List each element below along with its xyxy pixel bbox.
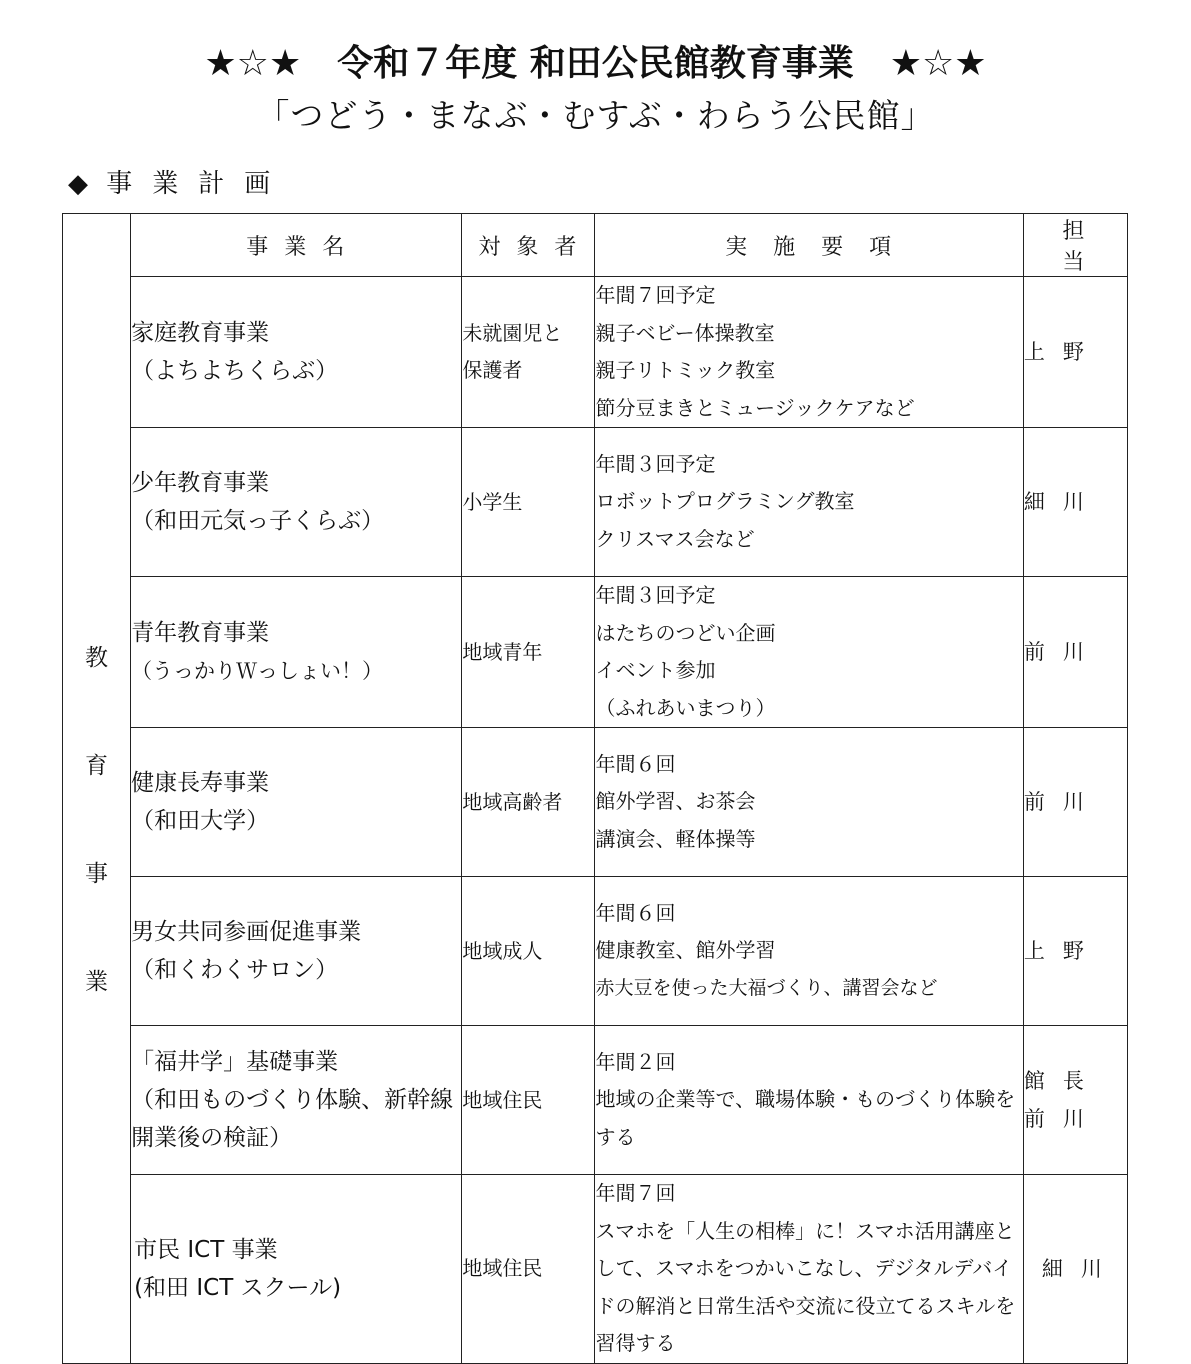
project-name-cell [131, 1026, 462, 1175]
target-cell [462, 1026, 595, 1175]
details-line: 年間６回 [595, 751, 676, 776]
project-name-cell [131, 428, 462, 577]
project-subname: （うっかりＷっしょい！） [131, 659, 384, 683]
details-cell [595, 877, 1023, 1026]
target-line: 地域住民 [462, 1087, 543, 1112]
details-line: はたちのつどい企画 [595, 620, 776, 645]
details-line: 年間３回予定 [595, 451, 716, 476]
target-line: 小学生 [462, 489, 523, 514]
category-char: 業 [85, 968, 109, 995]
project-name-cell [131, 1175, 462, 1364]
details-line: 地域の企業等で、職場体験・ものづくり体験をする [595, 1087, 1016, 1149]
table-row [63, 1175, 1128, 1364]
table-row [63, 728, 1128, 877]
project-name: 男女共同参画促進事業 [131, 919, 362, 945]
details-line: 年間７回 [595, 1181, 676, 1205]
target-line: 保護者 [462, 358, 523, 382]
page-subtitle: 「つどう・まなぶ・むすぶ・わらう公民館」 [256, 96, 935, 135]
category-char: 事 [85, 860, 109, 887]
table-row [63, 877, 1128, 1026]
section-label: 事業計画 [106, 169, 291, 199]
responsible-cell [1023, 1026, 1127, 1175]
details-cell [595, 1026, 1023, 1175]
details-cell [595, 728, 1023, 877]
table-row [63, 1026, 1128, 1175]
details-line: 館外学習、お茶会 [595, 789, 756, 814]
project-subname: （和田大学） [131, 808, 270, 834]
details-line: 年間６回 [595, 900, 676, 925]
target-line: 未就園児と [462, 321, 563, 345]
responsible-name: 上野 [1023, 939, 1102, 963]
target-line: 地域成人 [462, 938, 543, 963]
target-cell [462, 428, 595, 577]
details-line: 親子リトミック教室 [595, 358, 776, 382]
target-cell [462, 1175, 595, 1364]
header-responsible: 担当 [1023, 214, 1127, 277]
responsible-cell [1023, 877, 1127, 1026]
details-line: 年間３回予定 [595, 583, 716, 607]
project-name: 「福井学」基礎事業 [131, 1049, 339, 1075]
target-cell [462, 577, 595, 728]
project-subname: （和くわくサロン） [131, 957, 339, 983]
diamond-icon: ◆ [68, 169, 88, 199]
details-line: 節分豆まきとミュージックケアなど [595, 395, 915, 420]
project-name-cell [131, 577, 462, 728]
section-heading [68, 164, 290, 204]
page-title: ★☆★ 令和７年度 和田公民館教育事業 ★☆★ [204, 43, 987, 84]
responsible-name: 細川 [1041, 1256, 1120, 1281]
table-row [63, 428, 1128, 577]
details-line: イベント参加 [595, 658, 716, 682]
responsible-name: 前川 [1023, 640, 1102, 664]
details-line: 親子ベビー体操教室 [595, 320, 775, 345]
category-char: 育 [85, 752, 109, 779]
table-row [63, 277, 1128, 428]
project-name: 健康長寿事業 [131, 770, 270, 796]
header-name: 事業名 [131, 214, 462, 277]
plan-table [62, 213, 1128, 1364]
target-cell [462, 277, 595, 428]
project-subname: （よちよちくらぶ） [131, 358, 339, 384]
category-cell [63, 277, 131, 1364]
target-cell [462, 877, 595, 1026]
project-name-cell [131, 277, 462, 428]
project-name-cell [131, 877, 462, 1026]
details-line: ロボットプログラミング教室 [595, 489, 855, 514]
responsible-cell [1023, 428, 1127, 577]
header-details: 実施要項 [595, 214, 1023, 277]
responsible-name: 前川 [1023, 1107, 1102, 1131]
header-target: 対象者 [462, 214, 595, 277]
target-line: 地域青年 [462, 639, 543, 664]
responsible-name: 館長 [1023, 1069, 1102, 1093]
details-line: （ふれあいまつり） [595, 695, 776, 720]
target-cell [462, 728, 595, 877]
project-name: 市民 ICT 事業 [134, 1236, 278, 1263]
project-name: 少年教育事業 [131, 470, 270, 496]
responsible-name: 上野 [1023, 340, 1102, 364]
responsible-cell [1023, 728, 1127, 877]
project-subname: （和田ものづくり体験、新幹線開業後の検証） [131, 1087, 454, 1151]
responsible-cell [1023, 277, 1127, 428]
project-subname: （和田元気っ子くらぶ） [131, 508, 385, 534]
project-name: 家庭教育事業 [131, 320, 270, 346]
details-cell [595, 277, 1023, 428]
responsible-cell [1023, 1175, 1127, 1364]
target-line: 地域高齢者 [462, 789, 563, 814]
table-row [63, 577, 1128, 728]
details-line: クリスマス会など [595, 526, 755, 551]
responsible-name: 前川 [1023, 790, 1102, 814]
project-name: 青年教育事業 [131, 620, 270, 646]
table-header-row [63, 214, 1128, 277]
details-line: 講演会、軽体操等 [595, 826, 756, 851]
details-cell [595, 428, 1023, 577]
details-line: 年間２回 [595, 1049, 676, 1074]
details-line: 赤大豆を使った大福づくり、講習会など [595, 976, 938, 999]
details-line: 年間７回予定 [595, 283, 716, 307]
responsible-cell [1023, 577, 1127, 728]
details-cell [595, 577, 1023, 728]
target-line: 地域住民 [462, 1256, 543, 1281]
category-header-cell [63, 214, 131, 277]
project-name-cell [131, 728, 462, 877]
category-char: 教 [85, 644, 109, 671]
details-cell [595, 1175, 1023, 1364]
details-line: 健康教室、館外学習 [595, 938, 776, 963]
project-subname: (和田 ICT スクール) [134, 1274, 342, 1301]
responsible-name: 細川 [1023, 490, 1102, 514]
details-line: スマホを「人生の相棒」に！スマホ活用講座として、スマホをつかいこなし、デジタルデバイドの解消と日常生活や交流に役立てるスキルを習得する [595, 1218, 1016, 1355]
